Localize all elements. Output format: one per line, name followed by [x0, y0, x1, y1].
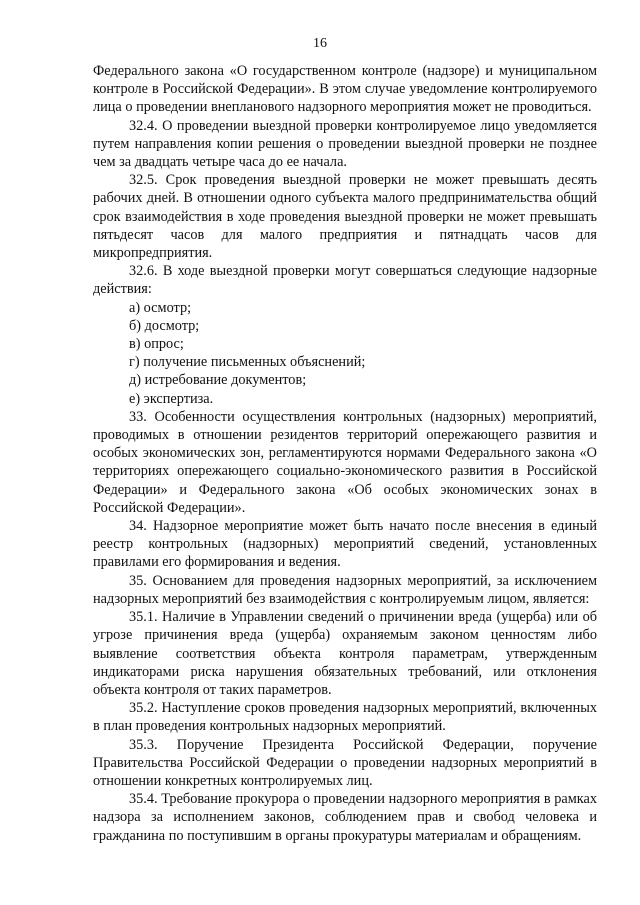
paragraph-32-4: 32.4. О проведении выездной проверки контролируемое лицо уведомляется путем направления копии решения о проведении выездной проверки не позднее чем за двадцать четыре часа до ее начала. — [93, 117, 597, 171]
actions-list — [93, 299, 597, 408]
paragraph-35: 35. Основанием для проведения надзорных мероприятий, за исключением надзорных мероприятий без взаимодействия с контролируемым лицом, является: — [93, 572, 597, 607]
paragraph-32-5: 32.5. Срок проведения выездной проверки не может превышать десять рабочих дней. В отношении одного субъекта малого предпринимательства общий срок взаимодействия в ходе проведения выездной проверки не может превышать пятьдесят часов для малого предприятия и пятнадцать часов для микропредприятия. — [93, 172, 597, 262]
list-item: в) опрос; — [129, 336, 184, 353]
document-body — [93, 62, 597, 845]
paragraph-33: 33. Особенности осуществления контрольных (надзорных) мероприятий, проводимых в отношении резидентов территорий опережающего развития и особых экономических зон, регламентируются нормами Федерального закона «О территориях опережающего социально-экономического развития в Российской Федерации» и Федерального закона «Об особых экономических зонах в Российской Федерации». — [93, 408, 597, 516]
paragraph-35-1: 35.1. Наличие в Управлении сведений о причинении вреда (ущерба) или об угрозе причинения вреда (ущерба) охраняемым законом ценностям либо выявление соответствия объекта контроля параметрам, утвержденным индикаторами риска нарушения обязательных требований, или отклонения объекта контроля от таких параметров. — [93, 609, 597, 698]
paragraph-continuation: Федерального закона «О государственном контроле (надзоре) и муниципальном контроле в Российской Федерации». В этом случае уведомление контролируемого лица о проведении внепланового надзорного мероприятия может не проводиться. — [93, 63, 597, 116]
list-item: а) осмотр; — [129, 299, 192, 316]
list-item: б) досмотр; — [129, 317, 200, 334]
paragraph-35-4: 35.4. Требование прокурора о проведении надзорного мероприятия в рамках надзора за исполнением законов, соблюдением прав и свобод человека и гражданина по поступившим в органы прокуратуры материалам и обращениям. — [93, 791, 597, 844]
paragraph-35-3: 35.3. Поручение Президента Российской Федерации, поручение Правительства Российской Федерации о проведении надзорных мероприятий в отношении конкретных контролируемых лиц. — [93, 736, 597, 789]
paragraph-34: 34. Надзорное мероприятие может быть начато после внесения в единый реестр контрольных (надзорных) мероприятий сведений, установленных правилами его формирования и ведения. — [93, 518, 597, 571]
paragraph-32-6: 32.6. В ходе выездной проверки могут совершаться следующие надзорные действия: — [93, 263, 597, 298]
page-number: 16 — [313, 36, 327, 51]
paragraph-35-2: 35.2. Наступление сроков проведения надзорных мероприятий, включенных в план проведения контрольных надзорных мероприятий. — [93, 700, 597, 735]
list-item: е) экспертиза. — [129, 390, 214, 407]
list-item: г) получение письменных объяснений; — [129, 354, 366, 371]
list-item: д) истребование документов; — [129, 372, 307, 389]
